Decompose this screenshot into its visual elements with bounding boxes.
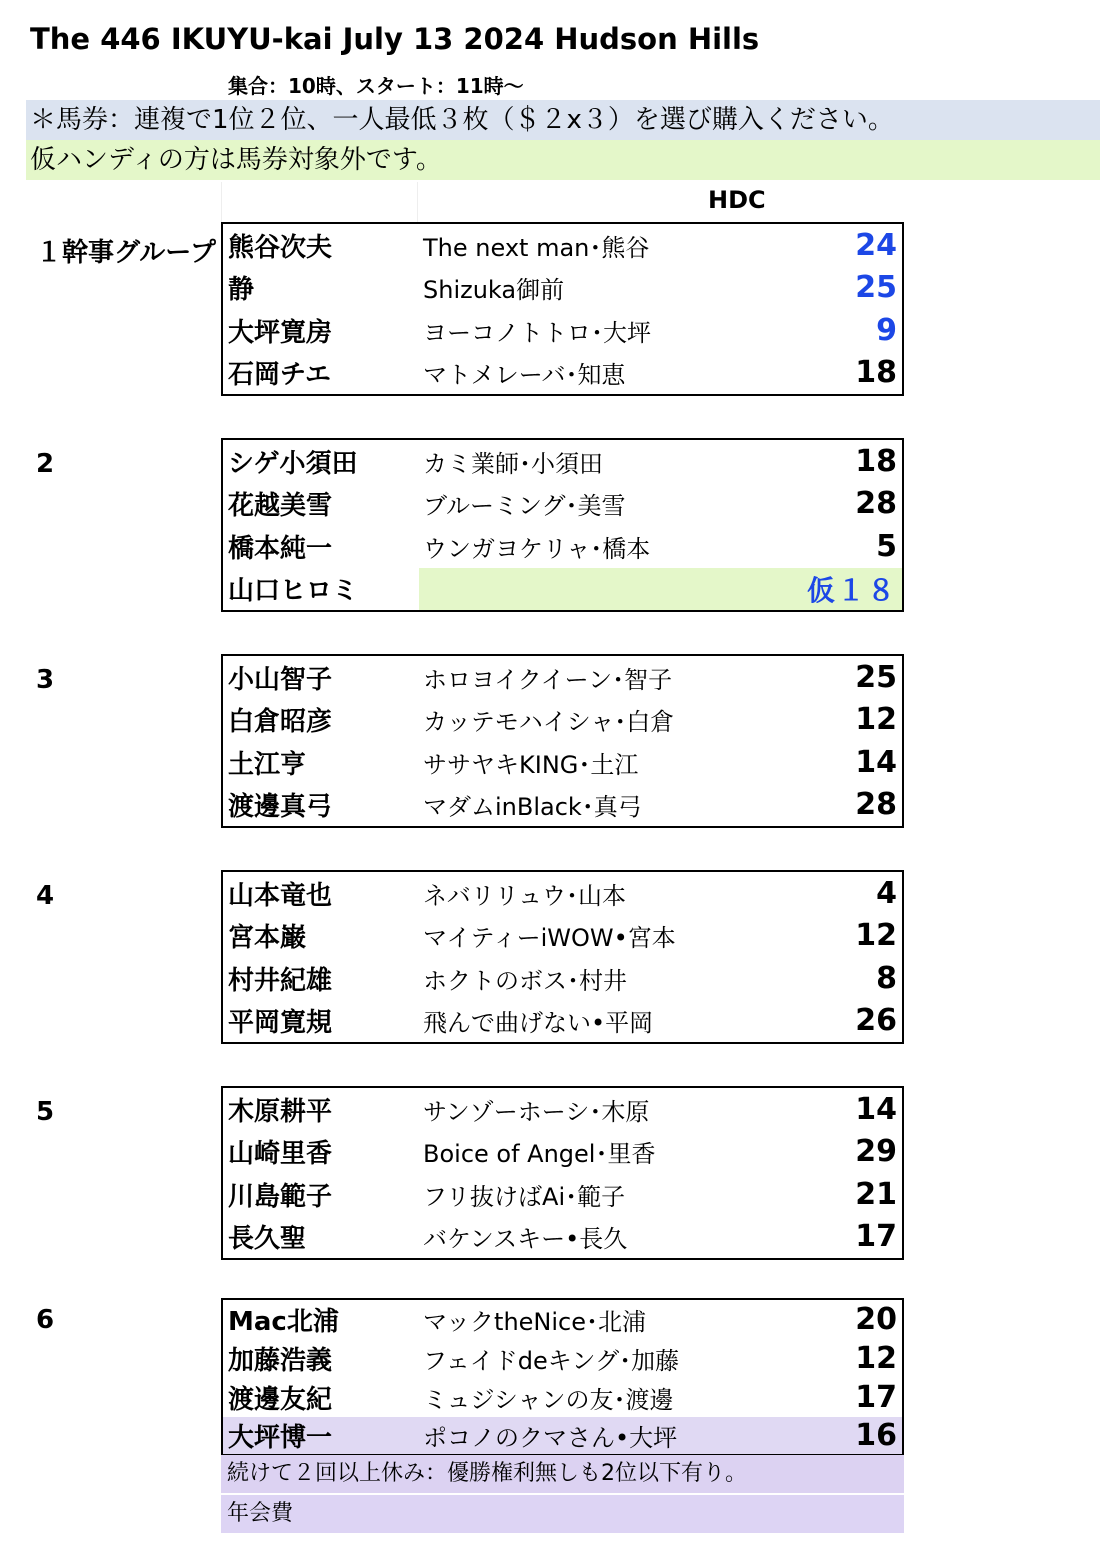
handicap-value: 18 — [855, 355, 897, 391]
player-row — [223, 741, 902, 784]
player-row-provisional — [223, 568, 902, 611]
player-row — [223, 267, 902, 310]
player-row — [223, 483, 902, 526]
handicap-value: 18 — [855, 443, 897, 479]
group-box — [221, 1298, 904, 1456]
handicap-value: 5 — [876, 528, 897, 564]
player-row — [223, 1300, 902, 1339]
player-row — [223, 915, 902, 958]
player-name: 静 — [228, 275, 255, 306]
horse-name: ホクトのボス･村井 — [423, 966, 627, 995]
handicap-value: 17 — [855, 1219, 897, 1255]
handicap-value: 26 — [855, 1003, 897, 1039]
player-row — [223, 872, 902, 915]
group-label: １幹事グループ — [36, 238, 216, 268]
player-name: 花越美雪 — [228, 491, 333, 522]
group-box — [221, 438, 904, 612]
horse-name: マダムinBlack･真弓 — [423, 793, 642, 822]
grid-line — [221, 182, 222, 222]
group-box — [221, 870, 904, 1044]
horse-name: Boice of Angel･里香 — [423, 1140, 656, 1169]
handicap-value: 25 — [855, 270, 897, 306]
player-name: 平岡寛規 — [228, 1008, 333, 1039]
absence-rule-note: 続けて２回以上休み：優勝権利無しも2位以下有り。 — [221, 1455, 904, 1493]
player-name: 渡邊真弓 — [228, 792, 333, 823]
player-row — [223, 699, 902, 742]
player-name: 宮本巌 — [228, 923, 307, 954]
horse-name: ウンガヨケリャ･橋本 — [423, 534, 651, 563]
handicap-value: 24 — [855, 227, 897, 263]
handicap-value: 28 — [855, 787, 897, 823]
betting-note: ＊馬券：連複で1位２位、一人最低３枚（＄２x３）を選び購入ください。 — [26, 100, 1100, 140]
annual-fee-note: 年会費 — [221, 1495, 904, 1533]
horse-name: カミ業師･小須田 — [423, 449, 603, 478]
horse-name: フリ抜けばAi･範子 — [423, 1182, 626, 1211]
player-row — [223, 440, 902, 483]
player-name: 橋本純一 — [228, 533, 333, 564]
handicap-value: 16 — [855, 1418, 897, 1453]
player-row — [223, 352, 902, 395]
horse-name: ブルーミング･美雪 — [423, 492, 626, 521]
meeting-time: 集合：10時、スタート：11時〜 — [228, 74, 524, 98]
horse-name: カッテモハイシャ･白倉 — [423, 708, 675, 737]
player-name: 石岡チエ — [228, 360, 331, 391]
group-box — [221, 654, 904, 828]
group-label: 4 — [36, 881, 55, 911]
handicap-value: 17 — [855, 1380, 897, 1415]
player-row — [223, 224, 902, 267]
player-row — [223, 1131, 902, 1174]
horse-name: マックtheNice･北浦 — [423, 1308, 647, 1336]
group-box — [221, 1086, 904, 1260]
handicap-value: 4 — [876, 875, 897, 911]
horse-name: フェイドdeキング･加藤 — [423, 1347, 680, 1375]
horse-name: 飛んで曲げない•平岡 — [423, 1009, 654, 1038]
player-row — [223, 309, 902, 352]
player-name: シゲ小須田 — [228, 448, 358, 479]
horse-name: ポコノのクマさん•大坪 — [423, 1424, 678, 1452]
horse-name: The next man･熊谷 — [423, 233, 650, 262]
player-row — [223, 1378, 902, 1417]
player-name: 山崎里香 — [228, 1139, 333, 1170]
handicap-value: 14 — [855, 744, 897, 780]
player-name: 長久聖 — [228, 1224, 307, 1255]
player-row — [223, 656, 902, 699]
player-name: 山口ヒロミ — [228, 576, 359, 607]
handicap-value: 14 — [855, 1091, 897, 1127]
player-name: 小山智子 — [228, 664, 333, 695]
provisional-handicap-value: 仮１８ — [806, 573, 897, 607]
player-row — [223, 1216, 902, 1259]
horse-name: サンゾーホーシ･木原 — [423, 1097, 650, 1126]
handicap-value: 21 — [855, 1176, 897, 1212]
player-name: 木原耕平 — [228, 1096, 333, 1127]
player-name: 山本竜也 — [228, 880, 333, 911]
handicap-value: 12 — [855, 918, 897, 954]
group-label: 5 — [36, 1097, 55, 1127]
horse-name: Shizuka御前 — [423, 276, 565, 305]
handicap-value: 12 — [855, 702, 897, 738]
horse-name: マイティーiWOW•宮本 — [423, 924, 676, 953]
handicap-value: 12 — [855, 1341, 897, 1376]
player-name: 加藤浩義 — [228, 1346, 333, 1376]
player-row — [223, 1339, 902, 1378]
horse-name: バケンスキー•長久 — [423, 1225, 628, 1254]
player-row — [223, 1173, 902, 1216]
handicap-value: 29 — [855, 1134, 897, 1170]
player-row — [223, 1088, 902, 1131]
player-row — [223, 784, 902, 827]
player-name: 川島範子 — [228, 1181, 333, 1212]
horse-name: ミュジシャンの友･渡邊 — [423, 1386, 674, 1414]
player-name: 渡邊友紀 — [228, 1385, 333, 1415]
handicap-value: 25 — [855, 659, 897, 695]
player-row-absence — [223, 1417, 902, 1454]
player-name: 白倉昭彦 — [228, 707, 333, 738]
handicap-value: 28 — [855, 486, 897, 522]
handicap-note: 仮ハンディの方は馬券対象外です。 — [26, 140, 1100, 180]
player-name: 大坪寛房 — [228, 317, 333, 348]
group-box — [221, 222, 904, 396]
grid-line — [417, 182, 418, 222]
handicap-value: 9 — [876, 312, 897, 348]
horse-name: ヨーコノトトロ･大坪 — [423, 318, 651, 347]
handicap-value: 20 — [855, 1302, 897, 1337]
player-row — [223, 957, 902, 1000]
horse-name: ササヤキKING･土江 — [423, 750, 639, 779]
player-name: 土江亨 — [228, 749, 307, 780]
group-label: 6 — [36, 1305, 55, 1335]
group-label: 3 — [36, 665, 55, 695]
player-name: 熊谷次夫 — [228, 232, 333, 263]
player-row — [223, 1000, 902, 1043]
horse-name: ホロヨイクイーン･智子 — [423, 665, 673, 694]
player-name: Mac北浦 — [228, 1307, 339, 1337]
player-name: 村井紀雄 — [228, 965, 333, 996]
horse-name: ネバリリュウ･山本 — [423, 881, 627, 910]
horse-name: マトメレーバ･知恵 — [423, 361, 626, 390]
handicap-value: 8 — [876, 960, 897, 996]
hdc-column-header: HDC — [708, 186, 766, 214]
player-name: 大坪博一 — [228, 1423, 333, 1453]
page-title: The 446 IKUYU-kai July 13 2024 Hudson Hills — [30, 22, 760, 56]
player-row — [223, 525, 902, 568]
group-label: 2 — [36, 449, 55, 479]
